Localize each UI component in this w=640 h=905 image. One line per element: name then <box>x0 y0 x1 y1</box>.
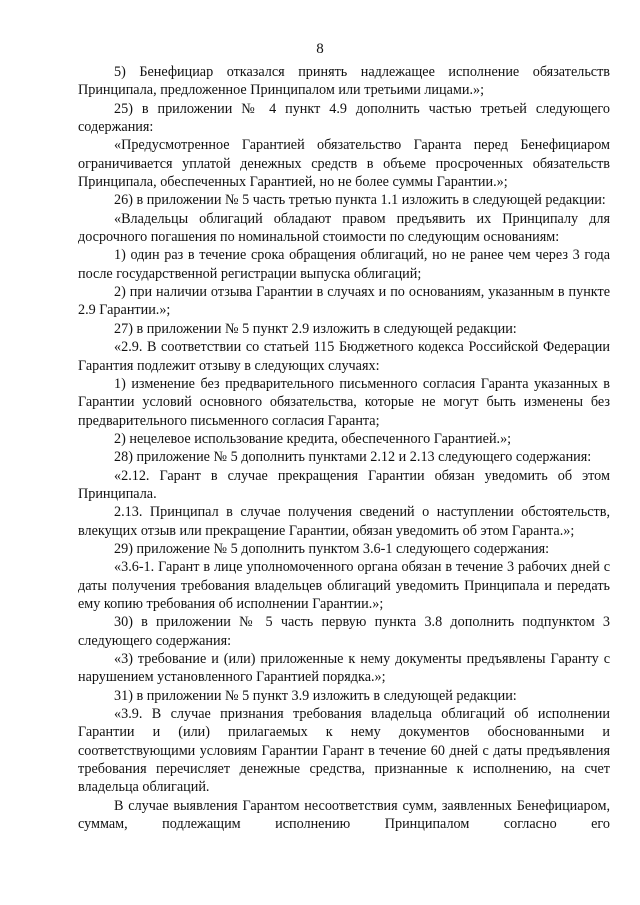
paragraph: 31) в приложении № 5 пункт 3.9 изложить в следующей редакции: <box>114 687 517 704</box>
paragraph: 30) в приложении № 5 часть первую пункта 3.8 дополнить подпунктом 3 следующего содержания: <box>78 614 610 649</box>
page-number: 8 <box>316 41 324 57</box>
paragraph: 26) в приложении № 5 часть третью пункта 1.1 изложить в следующей редакции: <box>114 192 606 209</box>
paragraph: «3) требование и (или) приложенные к нему документы предъявлены Гаранту с нарушением установленного Гарантией порядка.»; <box>78 651 610 686</box>
paragraph: 27) в приложении № 5 пункт 2.9 изложить в следующей редакции: <box>114 320 517 337</box>
paragraph: 5) Бенефициар отказался принять надлежащее исполнение обязательств Принципала, предложенное Принципалом или третьими лицами.»; <box>78 64 610 99</box>
paragraph: «3.9. В случае признания требования владельца облигаций об исполнении Гарантии и (или) прилагаемых к нему документов обоснованными и соответствующими условиям Гарантии Гарант в течение 60 дней с даты предъявления требования перечисляет денежные средства, признанные к исполнению, на счет владельца облигаций. <box>78 706 610 796</box>
paragraph: 29) приложение № 5 дополнить пунктом 3.6-1 следующего содержания: <box>114 540 550 557</box>
paragraph: «Предусмотренное Гарантией обязательство Гаранта перед Бенефициаром ограничивается уплатой денежных средств в объеме просроченных обязательств Принципала, обеспеченных Гарантией, но не более суммы Гарантии.»; <box>78 137 610 191</box>
paragraph: В случае выявления Гарантом несоответствия сумм, заявленных Бенефициаром, суммам, подлежащим исполнению Принципалом согласно его <box>78 797 610 833</box>
paragraph: «2.9. В соответствии со статьей 115 Бюджетного кодекса Российской Федерации Гарантия подлежит отзыву в следующих случаях: <box>78 339 610 374</box>
paragraph: «Владельцы облигаций обладают правом предъявить их Принципалу для досрочного погашения по номинальной стоимости по следующим основаниям: <box>78 210 610 246</box>
paragraph: 1) изменение без предварительного письменного согласия Гаранта указанных в Гарантии условий основного обязательства, которые не могут быть изменены без предварительного письменного согласия Гаранта; <box>78 375 610 429</box>
paragraph: 2.13. Принципал в случае получения сведений о наступлении обстоятельств, влекущих отзыв или прекращение Гарантии, обязан уведомить об этом Гаранта.»; <box>78 504 610 539</box>
paragraph: 2) нецелевое использование кредита, обеспеченного Гарантией.»; <box>114 430 512 447</box>
paragraph: «2.12. Гарант в случае прекращения Гарантии обязан уведомить об этом Принципала. <box>78 467 610 502</box>
paragraph: 28) приложение № 5 дополнить пунктами 2.12 и 2.13 следующего содержания: <box>114 449 592 466</box>
paragraph: «3.6-1. Гарант в лице уполномоченного органа обязан в течение 3 рабочих дней с даты получения требования владельцев облигаций уведомить Принципала и передать ему копию требования об исполнении Гарантии.»; <box>78 559 610 612</box>
paragraph: 2) при наличии отзыва Гарантии в случаях и по основаниям, указанным в пункте 2.9 Гарантии.»; <box>78 284 610 319</box>
paragraph: 25) в приложении № 4 пункт 4.9 дополнить частью третьей следующего содержания: <box>78 100 610 136</box>
paragraph: 1) один раз в течение срока обращения облигаций, но не ранее чем через 3 года после государственной регистрации выпуска облигаций; <box>78 247 610 282</box>
document-body <box>78 63 610 833</box>
